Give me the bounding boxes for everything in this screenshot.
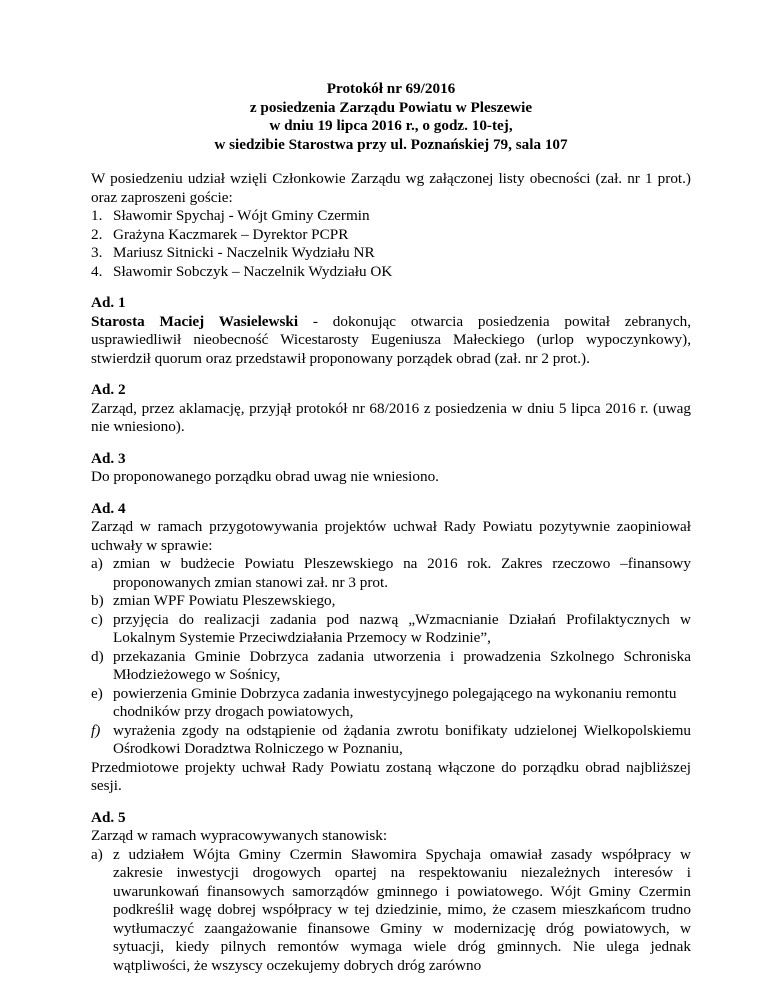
section-intro: Zarząd w ramach przygotowywania projektów uchwał Rady Powiatu pozytywnie zaopiniował uchwały w sprawie: <box>91 518 691 554</box>
section-ad1 <box>91 294 691 368</box>
section-heading: Ad. 2 <box>91 381 126 398</box>
list-item: b) zmian WPF Powiatu Pleszewskiego, <box>91 592 336 609</box>
section-ad3 <box>91 450 691 487</box>
protocol-number: Protokół nr 69/2016 <box>326 80 456 97</box>
list-item: a) zmian w budżecie Powiatu Pleszewskiego na 2016 rok. Zakres rzeczowo –finansowy proponowanych zmian stanowi zał. nr 3 prot. <box>91 555 691 591</box>
meeting-location: w siedzibie Starostwa przy ul. Poznańskiej 79, sala 107 <box>214 135 568 153</box>
list-item: e) powierzenia Gminie Dobrzyca zadania inwestycyjnego polegającego na wykonaniu remontu chodników przy drogach powiatowych, <box>91 684 677 720</box>
list-item: f) wyrażenia zgody na odstąpienie od żądania zwrotu bonifikaty udzielonej Wielkopolskiemu Ośrodkowi Doradztwa Rolniczego w Poznaniu, <box>91 721 691 757</box>
speaker-name: Starosta Maciej Wasielewski <box>91 312 299 330</box>
section-text: Zarząd, przez aklamację, przyjął protokół nr 68/2016 z posiedzenia w dniu 5 lipca 2016 r. (uwag nie wniesiono). <box>91 399 691 435</box>
section-heading: Ad. 1 <box>91 294 126 311</box>
intro-paragraph: W posiedzeniu udział wzięli Członkowie Zarządu wg załączonej listy obecności (zał. nr 1 prot.) oraz zaproszeni goście: <box>91 170 691 206</box>
section-ad2 <box>91 381 691 437</box>
list-item: 2. Grażyna Kaczmarek – Dyrektor PCPR <box>91 225 349 243</box>
section-heading: Ad. 5 <box>91 808 126 826</box>
list-item: a) z udziałem Wójta Gminy Czermin Sławomira Spychaja omawiał zasady współpracy w zakresie inwestycji drogowych opartej na respektowaniu niezależnych interesów i uwarunkowań finansowych samorządów gminnego i powiatowego. Wójt Gminy Czermin podkreślił wagę dobrej współpracy w tej dziedzinie, mimo, że czasem mieszkańcom trudno wytłumaczyć zaangażowanie finansowe Gminy w modernizację dróg powiatowych, w sytuacji, kiedy pilnych remontów wymaga wiele dróg gminnych. Nie ulega jednak wątpliwości, że wszyscy oczekujemy dobrych dróg zarówno <box>91 845 691 974</box>
section-ad4 <box>91 500 691 796</box>
guest-list <box>91 207 691 281</box>
meeting-date: w dniu 19 lipca 2016 r., o godz. 10-tej, <box>269 117 513 134</box>
resolution-list <box>91 555 691 759</box>
list-item: d) przekazania Gminie Dobrzyca zadania utworzenia i prowadzenia Szkolnego Schroniska Młodzieżowego w Sośnicy, <box>91 647 691 683</box>
document-header <box>91 80 691 154</box>
section-ad5 <box>91 809 691 976</box>
section-heading: Ad. 4 <box>91 499 126 517</box>
document-page <box>91 80 691 975</box>
meeting-body: z posiedzenia Zarządu Powiatu w Pleszewie <box>249 98 533 116</box>
position-list <box>91 846 691 976</box>
list-item: 3. Mariusz Sitnicki - Naczelnik Wydziału NR <box>91 244 375 261</box>
list-item: 4. Sławomir Sobczyk – Naczelnik Wydziału OK <box>91 262 393 280</box>
section-closing: Przedmiotowe projekty uchwał Rady Powiatu zostaną włączone do porządku obrad najbliższej sesji. <box>91 758 691 794</box>
section-intro: Zarząd w ramach wypracowywanych stanowisk: <box>91 827 388 844</box>
section-text: Starosta Maciej Wasielewski - dokonując otwarcia posiedzenia powitał zebranych, usprawiedliwił nieobecność Wicestarosty Eugeniusza Małeckiego (urlop wypoczynkowy), stwierdził quorum oraz przedstawił proponowany porządek obrad (zał. nr 2 prot.). <box>91 312 691 367</box>
list-item: 1. Sławomir Spychaj - Wójt Gminy Czermin <box>91 207 370 224</box>
section-text: Do proponowanego porządku obrad uwag nie wniesiono. <box>91 468 439 485</box>
section-heading: Ad. 3 <box>91 449 126 467</box>
list-item: c) przyjęcia do realizacji zadania pod nazwą „Wzmacnianie Działań Profilaktycznych w Lokalnym Systemie Przeciwdziałania Przemocy w Rodzinie”, <box>91 610 691 646</box>
